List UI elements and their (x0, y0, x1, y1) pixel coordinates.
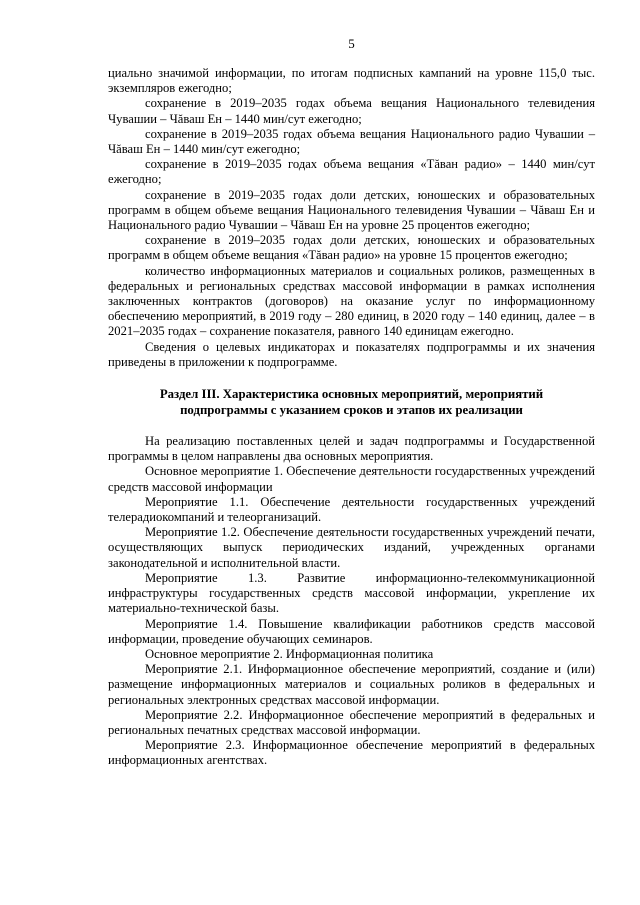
page-number: 5 (348, 36, 355, 51)
paragraph: Основное мероприятие 2. Информационная политика (145, 646, 434, 661)
paragraph: сохранение в 2019–2035 годах доли детских, юношеских и образовательных программ в общем объеме вещания Национального телевидения Чувашии – Чăваш Ен и Национального радио Чувашии – Чăваш Ен на уровне 25 процентов ежегодно; (108, 187, 595, 233)
paragraph: сохранение в 2019–2035 годах доли детских, юношеских и образовательных программ в общем объеме вещания «Тăван радио» на уровне 15 процентов ежегодно; (108, 233, 595, 263)
paragraph: На реализацию поставленных целей и задач подпрограммы и Государственной программы в целом направлены два основных мероприятия. (108, 434, 595, 464)
paragraph: сохранение в 2019–2035 годах объема вещания Национального телевидения Чувашии – Чăваш Ен – 1440 мин/сут ежегодно; (108, 96, 595, 126)
paragraph: Мероприятие 2.1. Информационное обеспечение мероприятий, создание и (или) размещение информационных материалов и социальных роликов в федеральных и региональных электронных средствах массовой информации. (108, 662, 595, 707)
paragraph: Основное мероприятие 1. Обеспечение деятельности государственных учреждений средств массовой информации (108, 464, 595, 494)
paragraph: Мероприятие 2.3. Информационное обеспечение мероприятий в федеральных информационных агентствах. (108, 738, 595, 768)
paragraph: сохранение в 2019–2035 годах объема вещания «Тăван радио» – 1440 мин/сут ежегодно; (108, 157, 595, 187)
paragraph: Сведения о целевых индикаторах и показателях подпрограммы и их значения приведены в приложении к подпрограмме. (108, 339, 595, 369)
paragraph: количество информационных материалов и социальных роликов, размещенных в федеральных и региональных средствах массовой информации в рамках исполнения заключенных контрактов (договоров) на оказание услуг по информационному обеспечению мероприятий, в 2019 году – 280 единиц, в 2020 году – 140 единиц, далее – в 2021–2035 годах – сохранение показателя, равного 140 единицам ежегодно. (108, 263, 595, 339)
section-heading (108, 386, 595, 418)
paragraph: Мероприятие 1.4. Повышение квалификации работников средств массовой информации, проведение обучающих семинаров. (108, 616, 595, 646)
paragraph: Мероприятие 2.2. Информационное обеспечение мероприятий в федеральных и региональных печатных средствах массовой информации. (108, 707, 595, 737)
section-heading-line: подпрограммы с указанием сроков и этапов их реализации (180, 403, 523, 418)
section-heading-line: Раздел III. Характеристика основных мероприятий, мероприятий (159, 387, 544, 402)
paragraph: Мероприятие 1.2. Обеспечение деятельности государственных учреждений печати, осуществляющих выпуск периодических изданий, учрежденных органами законодательной и исполнительной власти. (108, 525, 595, 570)
paragraph: циально значимой информации, по итогам подписных кампаний на уровне 115,0 тыс. экземпляров ежегодно; (108, 66, 595, 96)
paragraph: Мероприятие 1.3. Развитие информационно-телекоммуникационной инфраструктуры государственных средств массовой информации, укрепление их материально-технической базы. (108, 570, 595, 616)
paragraph: Мероприятие 1.1. Обеспечение деятельности государственных учреждений телерадиокомпаний и телеорганизаций. (108, 494, 595, 525)
paragraph: сохранение в 2019–2035 годах объема вещания Национального радио Чувашии – Чăваш Ен – 1440 мин/сут ежегодно; (108, 126, 595, 157)
